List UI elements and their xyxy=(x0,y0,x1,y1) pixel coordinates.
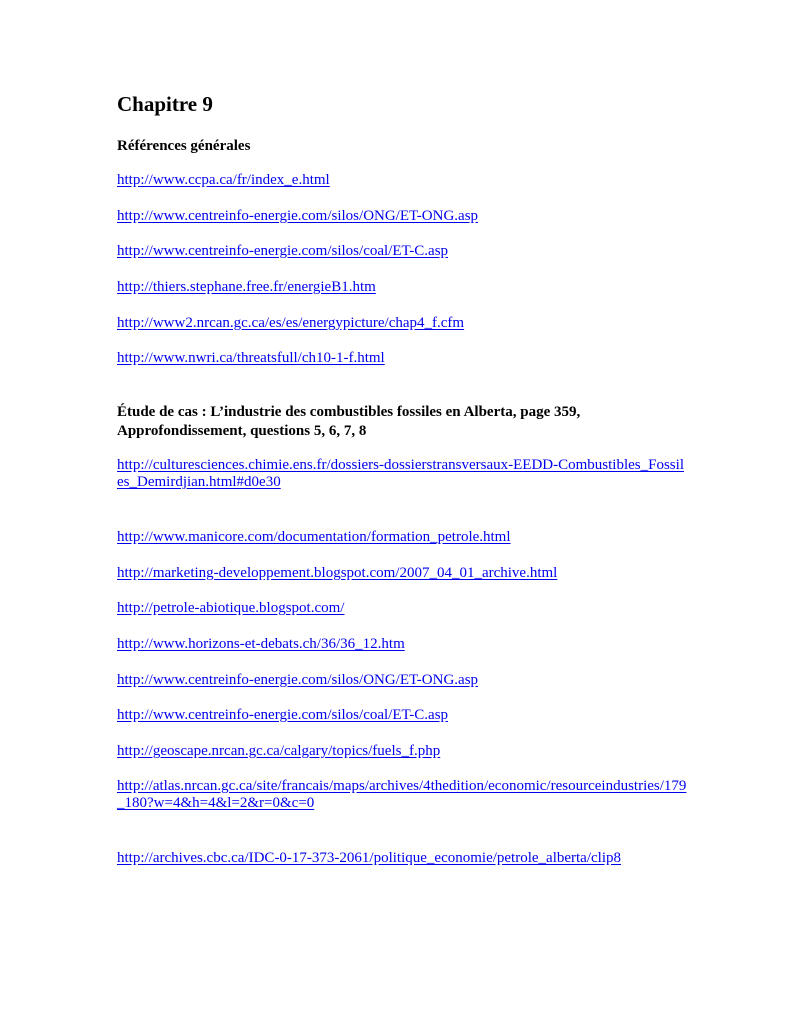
general-link-2[interactable]: http://www.centreinfo-energie.com/silos/ONG/ET-ONG.asp xyxy=(117,208,479,224)
general-references-heading: Références générales xyxy=(117,138,251,154)
case-link-6[interactable]: http://www.centreinfo-energie.com/silos/ONG/ET-ONG.asp xyxy=(117,672,479,688)
case-link-8[interactable]: http://geoscape.nrcan.gc.ca/calgary/topics/fuels_f.php xyxy=(117,743,441,759)
page-title: Chapitre 9 xyxy=(117,92,213,116)
general-link-3[interactable]: http://www.centreinfo-energie.com/silos/coal/ET-C.asp xyxy=(117,243,449,259)
case-study-heading-line-2: Approfondissement, questions 5, 6, 7, 8 xyxy=(117,423,367,439)
case-study-heading-line-1: Étude de cas : L’industrie des combustibles fossiles en Alberta, page 359, xyxy=(117,404,581,420)
general-link-5[interactable]: http://www2.nrcan.gc.ca/es/es/energypicture/chap4_f.cfm xyxy=(117,315,465,331)
case-link-9[interactable]: http://atlas.nrcan.gc.ca/site/francais/maps/archives/4thedition/economic/resourceindustries/179_180?w=4&h=4&l=2&r=0&c=0 xyxy=(117,778,687,811)
case-study-heading xyxy=(117,403,687,441)
case-link-5[interactable]: http://www.horizons-et-debats.ch/36/36_12.htm xyxy=(117,636,405,652)
case-link-1[interactable]: http://culturesciences.chimie.ens.fr/dossiers-dossierstransversaux-EEDD-Combustibles_Fossiles_Demirdjian.html#d0e30 xyxy=(117,457,684,490)
case-link-3[interactable]: http://marketing-developpement.blogspot.com/2007_04_01_archive.html xyxy=(117,565,558,581)
general-link-6[interactable]: http://www.nwri.ca/threatsfull/ch10-1-f.html xyxy=(117,350,385,366)
case-link-7[interactable]: http://www.centreinfo-energie.com/silos/coal/ET-C.asp xyxy=(117,707,449,723)
case-link-2[interactable]: http://www.manicore.com/documentation/formation_petrole.html xyxy=(117,529,511,545)
general-link-4[interactable]: http://thiers.stephane.free.fr/energieB1.htm xyxy=(117,279,376,295)
case-link-10[interactable]: http://archives.cbc.ca/IDC-0-17-373-2061/politique_economie/petrole_alberta/clip8 xyxy=(117,850,622,866)
general-link-1[interactable]: http://www.ccpa.ca/fr/index_e.html xyxy=(117,172,330,188)
case-link-4[interactable]: http://petrole-abiotique.blogspot.com/ xyxy=(117,600,345,616)
